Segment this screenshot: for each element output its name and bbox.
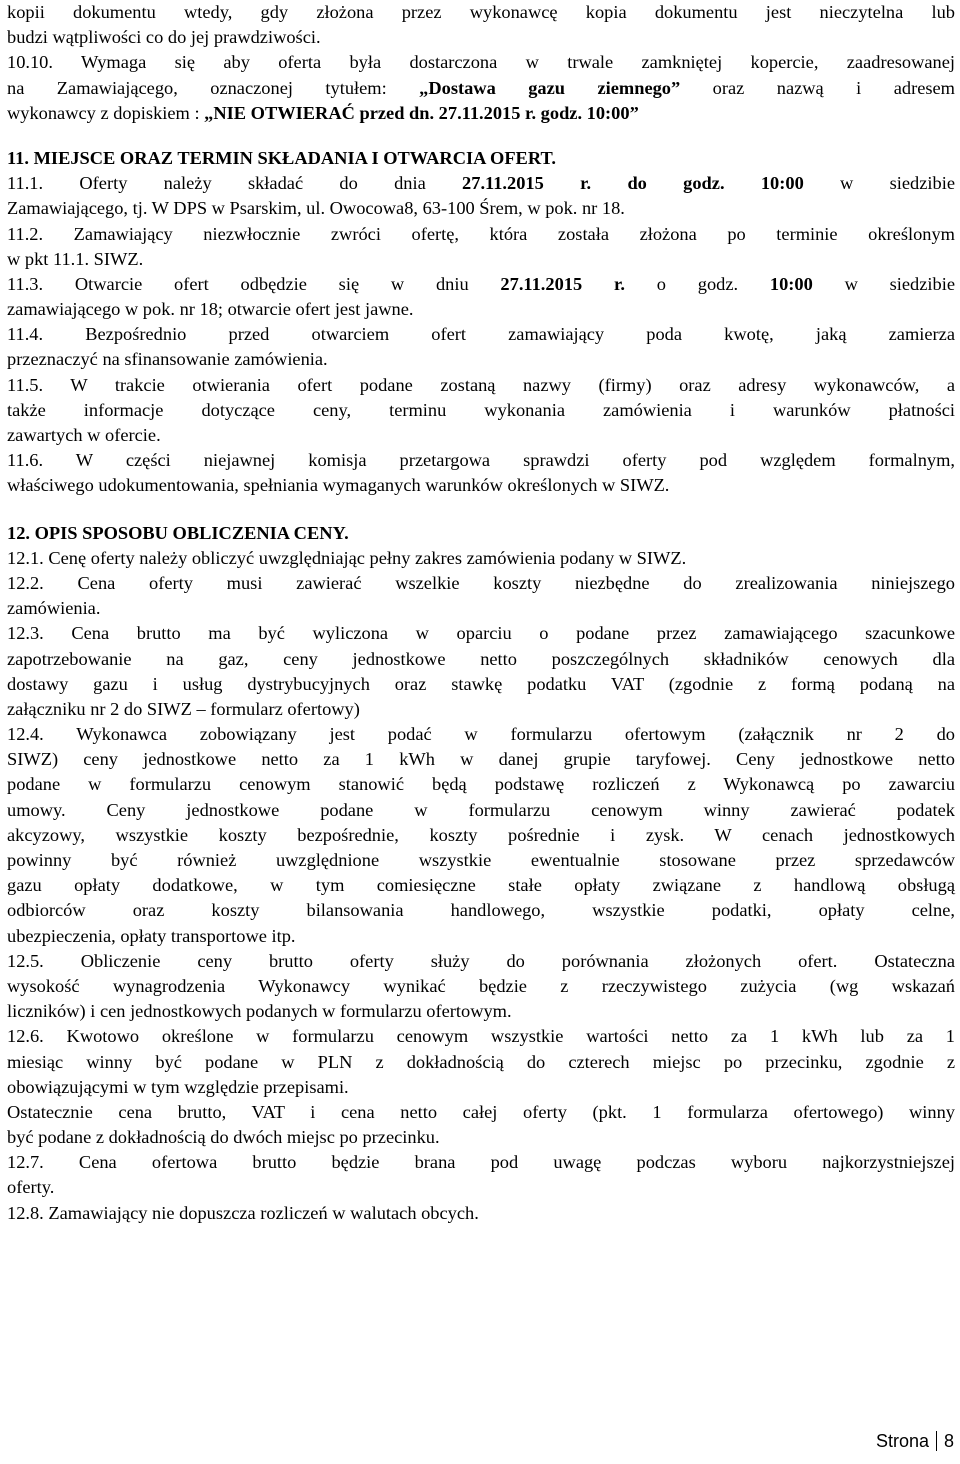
text-line: wykonawcy z dopiskiem : „NIE OTWIERAĆ przed dn. 27.11.2015 r. godz. 10:00” [7, 102, 639, 123]
text-line: 12.5. Obliczenie ceny brutto oferty służy do porównania złożonych ofert. Ostateczna [7, 950, 955, 971]
text-line: dostawy gazu i usług dystrybucyjnych oraz stawkę podatku VAT (zgodnie z formą podaną na [7, 673, 955, 694]
text-line: 11.1. Oferty należy składać do dnia 27.11.2015 r. do godz. 10:00 w siedzibie [7, 173, 955, 194]
text-line: załączniku nr 2 do SIWZ – formularz ofertowy) [7, 698, 360, 719]
text-line: kopii dokumentu wtedy, gdy złożona przez wykonawcę kopia dokumentu jest nieczytelna lub [7, 2, 955, 22]
section-11 [7, 146, 955, 499]
text-line: 11.4. Bezpośrednio przed otwarciem ofert zamawiający poda kwotę, jaką zamierza [7, 324, 955, 345]
text-line: oferty. [7, 1177, 55, 1198]
text-line: obowiązującymi w tym względzie przepisami. [7, 1076, 349, 1097]
text-line: 10.10. Wymaga się aby oferta była dostarczona w trwale zamkniętej kopercie, zaadresowanej [7, 52, 955, 73]
text-line: 12.6. Kwotowo określone w formularzu cenowym wszystkie wartości netto za 1 kWh lub za 1 [7, 1026, 955, 1047]
text-line: 11.2. Zamawiający niezwłocznie zwróci ofertę, która została złożona po terminie określonym [7, 223, 955, 244]
text-line: Zamawiającego, tj. W DPS w Psarskim, ul. Owocowa8, 63-100 Śrem, w pok. nr 18. [7, 198, 625, 219]
text-line: 12.4. Wykonawca zobowiązany jest podać w formularzu ofertowym (załącznik nr 2 do [7, 724, 955, 745]
spacer [7, 499, 955, 521]
text-line: SIWZ) ceny jednostkowe netto za 1 kWh w danej grupie taryfowej. Ceny jednostkowe netto [7, 749, 955, 770]
text-line: 12.3. Cena brutto ma być wyliczona w oparciu o podane przez zamawiającego szacunkowe [7, 623, 955, 644]
text-line: miesiąc winny być podane w PLN z dokładnością do czterech miejsc po przecinku, zgodnie z [7, 1051, 955, 1072]
text-line: odbiorców oraz koszty bilansowania handlowego, wszystkie podatki, opłaty celne, [7, 900, 955, 921]
text-line: 12.8. Zamawiający nie dopuszcza rozliczeń w walutach obcych. [7, 1202, 479, 1223]
document-page [7, 0, 955, 1226]
text-line: 11.5. W trakcie otwierania ofert podane zostaną nazwy (firmy) oraz adresy wykonawców, a [7, 374, 955, 395]
text-line: zamówienia. [7, 598, 101, 619]
text-line: Ostatecznie cena brutto, VAT i cena netto całej oferty (pkt. 1 formularza ofertowego) winny [7, 1101, 955, 1122]
footer-divider [936, 1431, 937, 1451]
section-heading: 11. MIEJSCE ORAZ TERMIN SKŁADANIA I OTWARCIA OFERT. [7, 147, 556, 168]
text-line: zawartych w ofercie. [7, 425, 161, 445]
text-line: 11.3. Otwarcie ofert odbędzie się w dniu 27.11.2015 r. o godz. 10:00 w siedzibie [7, 273, 955, 294]
text-line: właściwego udokumentowania, spełniania wymaganych warunków określonych w SIWZ. [7, 475, 670, 496]
text-line: w pkt 11.1. SIWZ. [7, 248, 144, 269]
text-line: zamawiającego w pok. nr 18; otwarcie ofert jest jawne. [7, 299, 414, 320]
text-line: powinny być również uwzględnione wszystkie ewentualnie stosowane przez sprzedawców [7, 850, 955, 870]
text-line: wysokość wynagrodzenia Wykonawcy wynikać będzie z rzeczywistego zużycia (wg wskazań [7, 975, 955, 996]
text-line: gazu opłaty dodatkowe, w tym comiesięczne stałe opłaty związane z handlową obsługą [7, 875, 955, 896]
text-line: 12.2. Cena oferty musi zawierać wszelkie koszty niezbędne do zrealizowania niniejszego [7, 572, 955, 593]
text-line: być podane z dokładnością do dwóch miejsc po przecinku. [7, 1127, 440, 1148]
text-line: podane w formularzu cenowym stanowić będą podstawę rozliczeń z Wykonawcą po zawarciu [7, 774, 955, 795]
text-line: zapotrzebowanie na gaz, ceny jednostkowe netto poszczególnych składników cenowych dla [7, 648, 955, 669]
text-line: przeznaczyć na sfinansowanie zamówienia. [7, 349, 328, 370]
text-line: akcyzowy, wszystkie koszty bezpośrednie, koszty pośrednie i zysk. W cenach jednostkowych [7, 824, 955, 845]
page-number: 8 [943, 1431, 954, 1451]
text-line: umowy. Ceny jednostkowe podane w formularzu cenowym winny zawierać podatek [7, 799, 955, 820]
section-10-continuation [7, 0, 955, 126]
page-label: Strona [875, 1431, 929, 1451]
text-line: na Zamawiającego, oznaczonej tytułem: „Dostawa gazu ziemnego” oraz nazwą i adresem [7, 77, 955, 98]
text-line: budzi wątpliwości co do jej prawdziwości. [7, 27, 321, 48]
page-footer [876, 1431, 954, 1452]
text-line: 12.7. Cena ofertowa brutto będzie brana pod uwagę podczas wyboru najkorzystniejszej [7, 1152, 955, 1173]
section-heading: 12. OPIS SPOSOBU OBLICZENIA CENY. [7, 522, 349, 543]
section-12 [7, 521, 955, 1226]
text-line: 11.6. W części niejawnej komisja przetargowa sprawdzi oferty pod względem formalnym, [7, 450, 955, 471]
text-line: także informacje dotyczące ceny, terminu wykonania zamówienia i warunków płatności [7, 399, 955, 420]
text-line: liczników) i cen jednostkowych podanych w formularzu ofertowym. [7, 1001, 512, 1022]
spacer [7, 126, 955, 146]
text-line: ubezpieczenia, opłaty transportowe itp. [7, 925, 296, 946]
text-line: 12.1. Cenę oferty należy obliczyć uwzględniając pełny zakres zamówienia podany w SIWZ. [7, 547, 687, 568]
